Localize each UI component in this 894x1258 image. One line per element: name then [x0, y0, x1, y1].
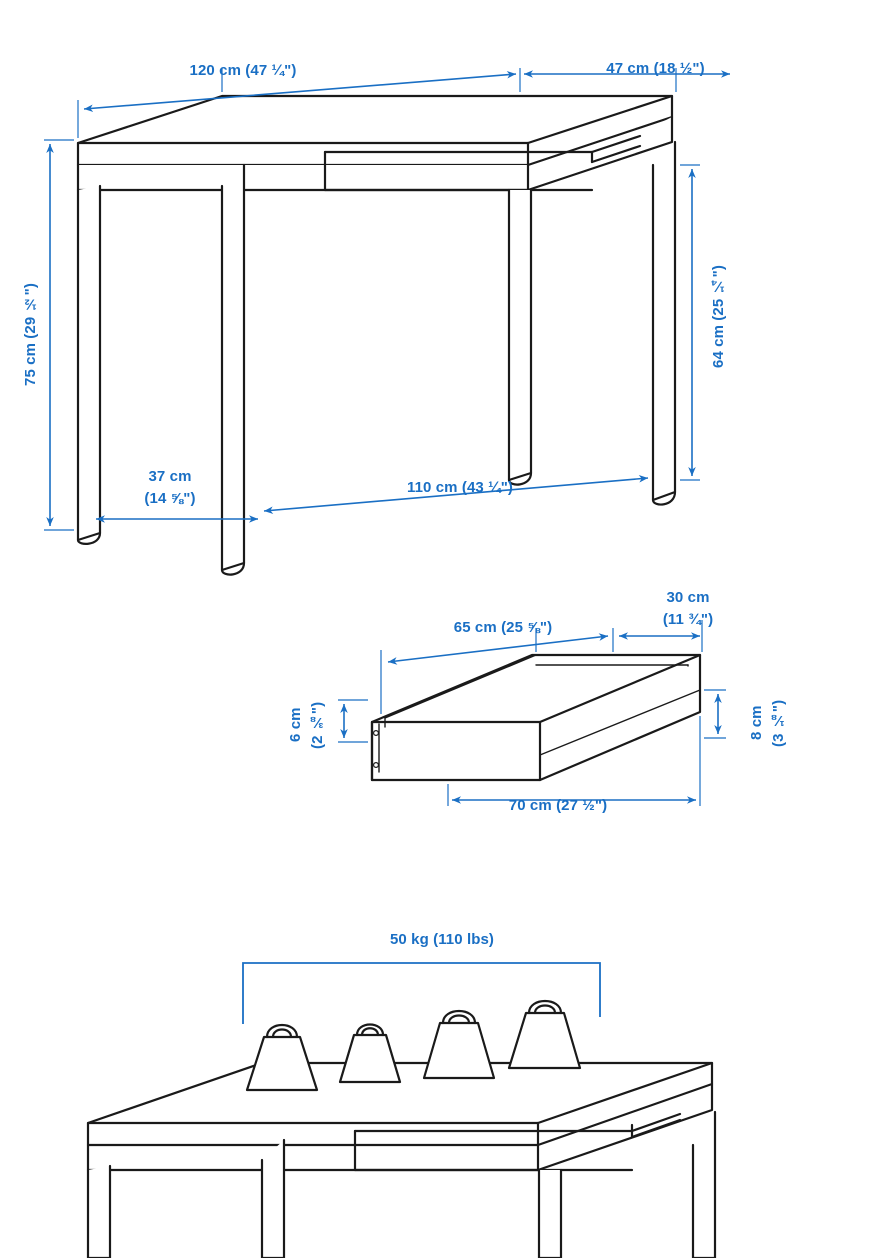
dim-label-desk-depth-bottom-line2: (14 ⅝")	[144, 490, 196, 507]
dim-label-max-load: 50 kg (110 lbs)	[389, 931, 495, 948]
dim-label-desk-width-top: 120 cm (47 ¼")	[189, 62, 297, 79]
dim-label-desk-height-right: 64 cm (25 ¼")	[710, 265, 727, 369]
dim-label-desk-width-bottom: 110 cm (43 ¼")	[406, 479, 514, 496]
dim-label-desk-height-left: 75 cm (29 ½")	[22, 283, 39, 387]
load-figure-drawing	[88, 1001, 715, 1258]
dim-label-desk-depth-top: 47 cm (18 ½")	[606, 60, 705, 77]
dim-label-drawer-inner-depth-line2: (11 ¾")	[662, 611, 714, 628]
dim-label-drawer-inner-width: 65 cm (25 ⅝")	[453, 619, 553, 636]
dim-label-drawer-outer-width: 70 cm (27 ½")	[508, 797, 608, 814]
dim-label-drawer-outer-height-line2: (3 ⅛")	[770, 699, 787, 747]
dim-label-drawer-inner-depth-line1: 30 cm	[666, 589, 710, 606]
dim-label-drawer-inner-height-line1: 6 cm	[287, 707, 304, 743]
drawer-drawing	[372, 655, 700, 780]
dim-label-desk-depth-bottom-line1: 37 cm	[148, 468, 192, 485]
dim-label-drawer-outer-height-line1: 8 cm	[748, 705, 765, 741]
dim-label-drawer-inner-height-line2: (2 ⅜")	[309, 701, 326, 749]
